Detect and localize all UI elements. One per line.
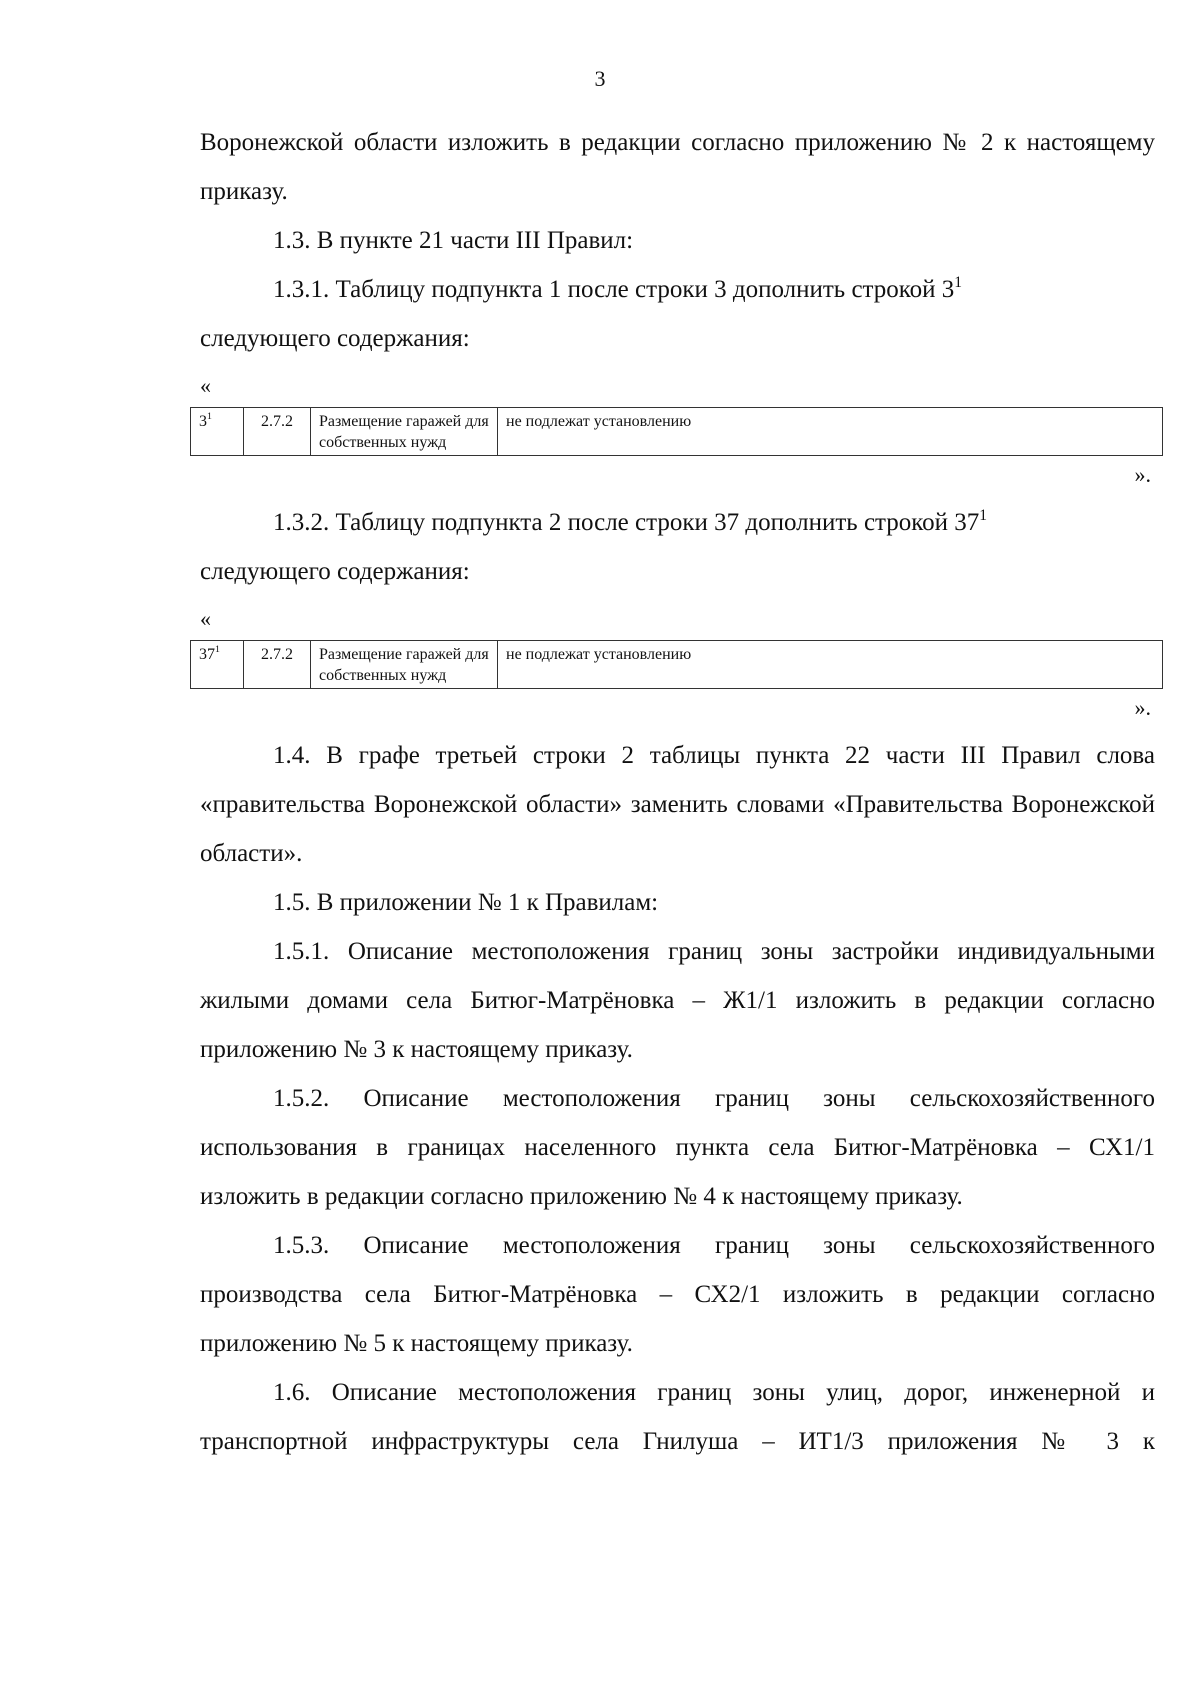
paragraph-1-3: 1.3. В пункте 21 части III Правил: bbox=[273, 227, 634, 254]
parameters-cell: не подлежат установлению bbox=[498, 408, 1163, 456]
document-body bbox=[200, 118, 1155, 1466]
paragraph-continuation: Воронежской области изложить в редакции согласно приложению № 2 к настоящему приказу. bbox=[200, 129, 1155, 205]
row-number-cell bbox=[191, 641, 244, 689]
row-number-superscript: 1 bbox=[215, 643, 220, 655]
use-description-cell: Размещение гаражей для собственных нужд bbox=[311, 641, 498, 689]
amendment-table-1 bbox=[190, 407, 1163, 456]
table-row bbox=[191, 641, 1163, 689]
quote-close-2: ». bbox=[1134, 695, 1151, 720]
row-number-superscript: 1 bbox=[207, 410, 212, 422]
paragraph-1-3-2-text: 1.3.2. Таблицу подпункта 2 после строки 37 дополнить строкой 37 bbox=[273, 509, 980, 536]
paragraph-1-3-2-continuation: следующего содержания: bbox=[200, 558, 470, 585]
quote-open-1: « bbox=[200, 373, 211, 398]
paragraph-1-4: 1.4. В графе третьей строки 2 таблицы пункта 22 части III Правил слова «правительства Воронежской области» заменить словами «Правительства Воронежской области». bbox=[200, 742, 1155, 867]
page-number: 3 bbox=[594, 66, 606, 91]
paragraph-1-5-2: 1.5.2. Описание местоположения границ зоны сельскохозяйственного использования в границах населенного пункта села Битюг-Матрёновка – СХ1/1 изложить в редакции согласно приложению № 4 к настоящему приказу. bbox=[200, 1085, 1155, 1210]
use-code-cell: 2.7.2 bbox=[244, 641, 311, 689]
row-number: 37 bbox=[199, 646, 215, 663]
paragraph-1-3-1-continuation: следующего содержания: bbox=[200, 325, 470, 352]
table-row bbox=[191, 408, 1163, 456]
row-number-cell bbox=[191, 408, 244, 456]
paragraph-1-3-1 bbox=[200, 265, 1155, 363]
quote-close-1: ». bbox=[1134, 462, 1151, 487]
use-description-cell: Размещение гаражей для собственных нужд bbox=[311, 408, 498, 456]
row-number: 3 bbox=[199, 413, 207, 430]
paragraph-1-6: 1.6. Описание местоположения границ зоны улиц, дорог, инженерной и транспортной инфраструктуры села Гнилуша – ИТ1/3 приложения № 3 к bbox=[200, 1379, 1155, 1455]
amendment-table-2 bbox=[190, 640, 1163, 689]
quote-open-2: « bbox=[200, 606, 211, 631]
parameters-cell: не подлежат установлению bbox=[498, 641, 1163, 689]
paragraph-1-5-1: 1.5.1. Описание местоположения границ зоны застройки индивидуальными жилыми домами села Битюг-Матрёновка – Ж1/1 изложить в редакции согласно приложению № 3 к настоящему приказу. bbox=[200, 938, 1155, 1063]
paragraph-1-5: 1.5. В приложении № 1 к Правилам: bbox=[273, 889, 659, 916]
paragraph-1-3-2 bbox=[200, 498, 1155, 596]
paragraph-1-3-2-superscript: 1 bbox=[979, 506, 988, 524]
paragraph-1-3-1-text: 1.3.1. Таблицу подпункта 1 после строки 3 дополнить строкой 3 bbox=[273, 276, 955, 303]
use-code-cell: 2.7.2 bbox=[244, 408, 311, 456]
paragraph-1-3-1-superscript: 1 bbox=[954, 273, 963, 291]
paragraph-1-5-3: 1.5.3. Описание местоположения границ зоны сельскохозяйственного производства села Битюг-Матрёновка – СХ2/1 изложить в редакции согласно приложению № 5 к настоящему приказу. bbox=[200, 1232, 1155, 1357]
